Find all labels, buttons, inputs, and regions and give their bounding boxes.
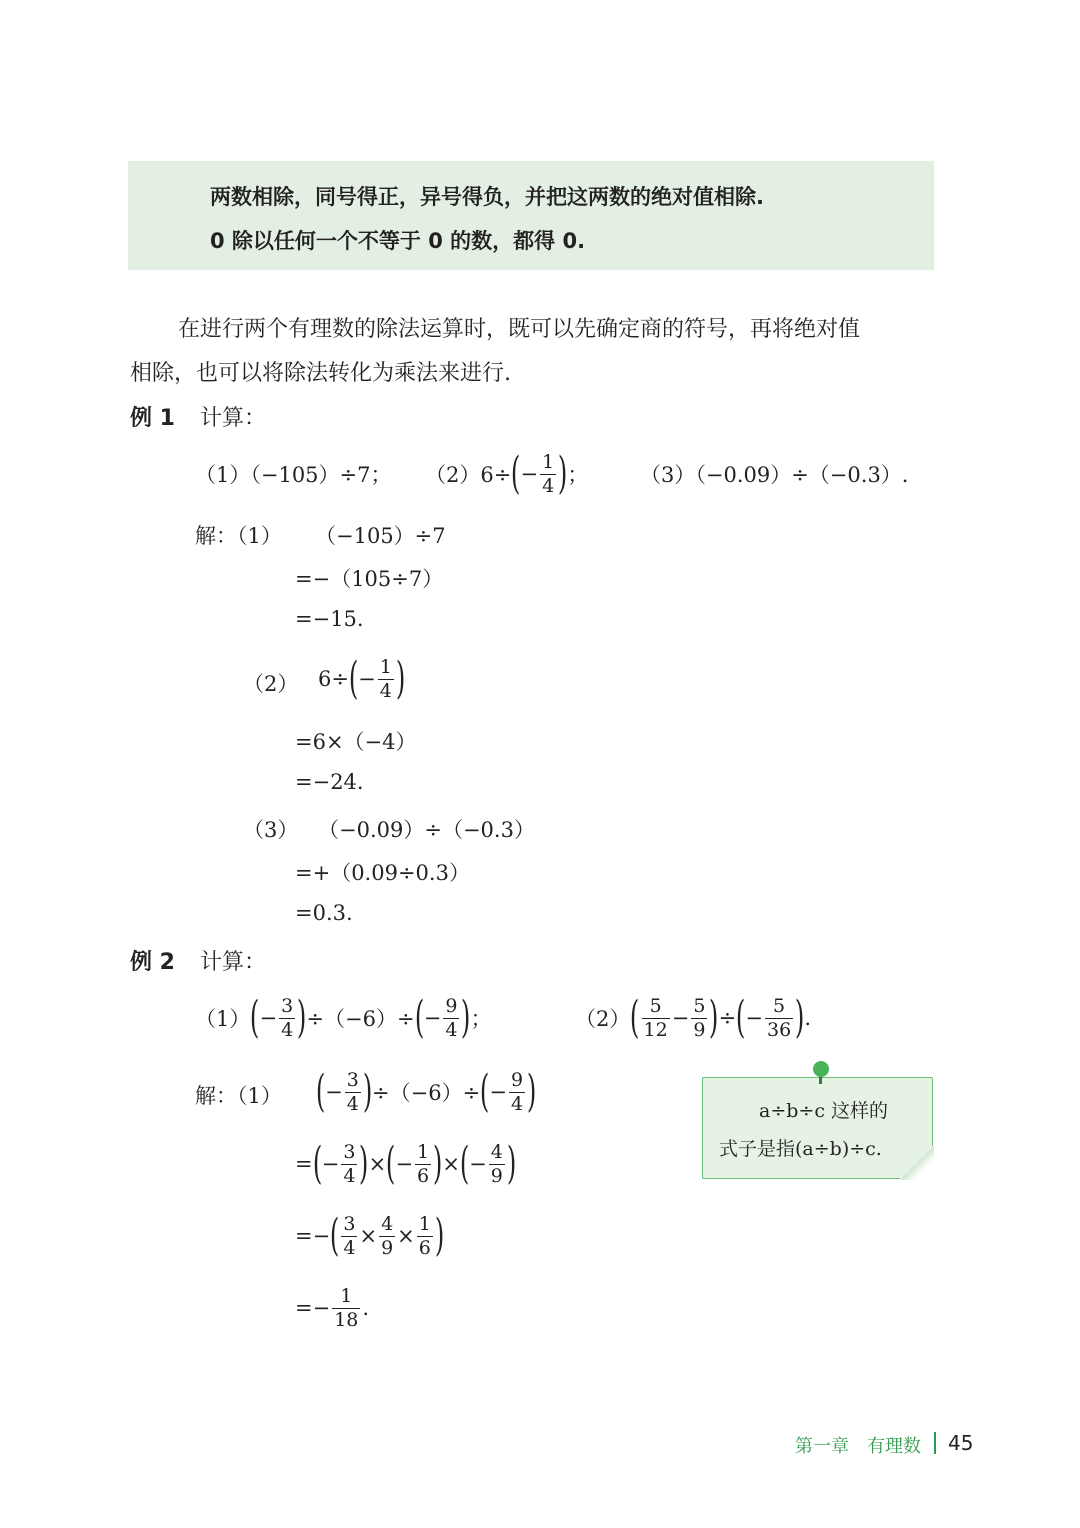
note-curl-corner <box>900 1146 934 1180</box>
example2-title: 计算： <box>199 950 266 975</box>
fraction-3-4: $\frac{3}{4}$ <box>281 994 294 1041</box>
solution2-label: （2） <box>243 672 299 696</box>
example1-problem-2: （2）6÷ ( − $\frac{1}{4}$ ) ； <box>425 448 589 499</box>
solution3-step2: =+（0.09÷0.3） <box>295 861 470 885</box>
fraction-1-4: $\frac{1}{4}$ <box>542 450 555 497</box>
solution1-step1: （−105）÷7 <box>315 524 446 548</box>
solution-ex2-step4: =− $\frac{1}{18}$ . <box>295 1284 370 1331</box>
example1-problem-3: （3）（−0.09）÷（−0.3）. <box>640 463 909 487</box>
solution-ex2-label: 解：（1） <box>195 1084 282 1108</box>
solution-ex2-step2: = ( − $\frac{3}{4}$ ) × ( − $\frac{1}{6}$ ) × ( − $\frac{4}{9}$ ) <box>295 1138 517 1189</box>
note-line-1: a÷b÷c 这样的 <box>759 1100 889 1122</box>
solution1-step3: =−15. <box>295 607 364 631</box>
fraction-4-9: $\frac{4}{9}$ <box>490 1140 503 1187</box>
solution2-step1: 6÷ ( − $\frac{1}{4}$ ) <box>318 653 406 704</box>
rule-line-2: 0 除以任何一个不等于 0 的数，都得 0. <box>210 229 586 253</box>
solution3-step1: （−0.09）÷（−0.3） <box>318 818 535 842</box>
example1-problem-1: （1）（−105）÷7； <box>195 463 392 487</box>
fraction-1-6: $\frac{1}{6}$ <box>418 1212 431 1259</box>
example1-title: 计算： <box>199 406 266 431</box>
solution-ex2-step1: ( − $\frac{3}{4}$ ) ÷（−6）÷ ( − $\frac{9}{4}$ ) <box>315 1066 537 1117</box>
fraction-9-4: $\frac{9}{4}$ <box>445 994 458 1041</box>
solution3-step3: =0.3. <box>295 901 353 925</box>
fraction-5-9: $\frac{5}{9}$ <box>693 994 706 1041</box>
solution1-label: 解：（1） <box>195 524 282 548</box>
example1-label: 例 1 <box>130 406 175 431</box>
footer-chapter: 第一章 有理数 <box>795 1436 921 1457</box>
fraction-3-4: $\frac{3}{4}$ <box>343 1140 356 1187</box>
pushpin-icon <box>813 1061 829 1077</box>
paragraph-line-2: 相除，也可以将除法转化为乘法来进行. <box>130 361 511 386</box>
footer-divider <box>934 1432 936 1454</box>
side-note <box>702 1077 933 1179</box>
note-line-2: 式子是指(a÷b)÷c. <box>719 1138 882 1160</box>
solution1-step2: =−（105÷7） <box>295 567 444 591</box>
fraction-5-36: $\frac{5}{36}$ <box>767 994 792 1041</box>
solution2-step3: =−24. <box>295 770 364 794</box>
solution-ex2-step3: =− ( $\frac{3}{4}$ × $\frac{4}{9}$ × $\frac{1}{6}$ ) <box>295 1210 445 1261</box>
fraction-4-9: $\frac{4}{9}$ <box>381 1212 394 1259</box>
rule-box <box>128 161 934 270</box>
example2-problem-2: （2） ( $\frac{5}{12}$ − $\frac{5}{9}$ ) ÷ ( − $\frac{5}{36}$ ) . <box>575 992 812 1043</box>
example2-header <box>130 945 266 976</box>
fraction-1-4: $\frac{1}{4}$ <box>379 655 392 702</box>
example2-label: 例 2 <box>130 950 175 975</box>
fraction-5-12: $\frac{5}{12}$ <box>643 994 668 1041</box>
paragraph-line-1: 在进行两个有理数的除法运算时，既可以先确定商的符号，再将绝对值 <box>178 317 861 342</box>
fraction-1-6: $\frac{1}{6}$ <box>417 1140 430 1187</box>
fraction-3-4: $\frac{3}{4}$ <box>343 1212 356 1259</box>
rule-line-1: 两数相除，同号得正，异号得负，并把这两数的绝对值相除. <box>210 185 764 209</box>
page-number: 45 <box>948 1431 974 1455</box>
solution3-label: （3） <box>243 818 299 842</box>
fraction-1-18: $\frac{1}{18}$ <box>334 1284 359 1331</box>
example2-problem-1: （1） ( − $\frac{3}{4}$ ) ÷（−6）÷ ( − $\frac{9}{4}$ ) ； <box>195 992 492 1043</box>
example1-header <box>130 401 266 432</box>
solution2-step2: =6×（−4） <box>295 730 417 754</box>
fraction-9-4: $\frac{9}{4}$ <box>510 1068 524 1115</box>
fraction-3-4: $\frac{3}{4}$ <box>346 1068 359 1115</box>
